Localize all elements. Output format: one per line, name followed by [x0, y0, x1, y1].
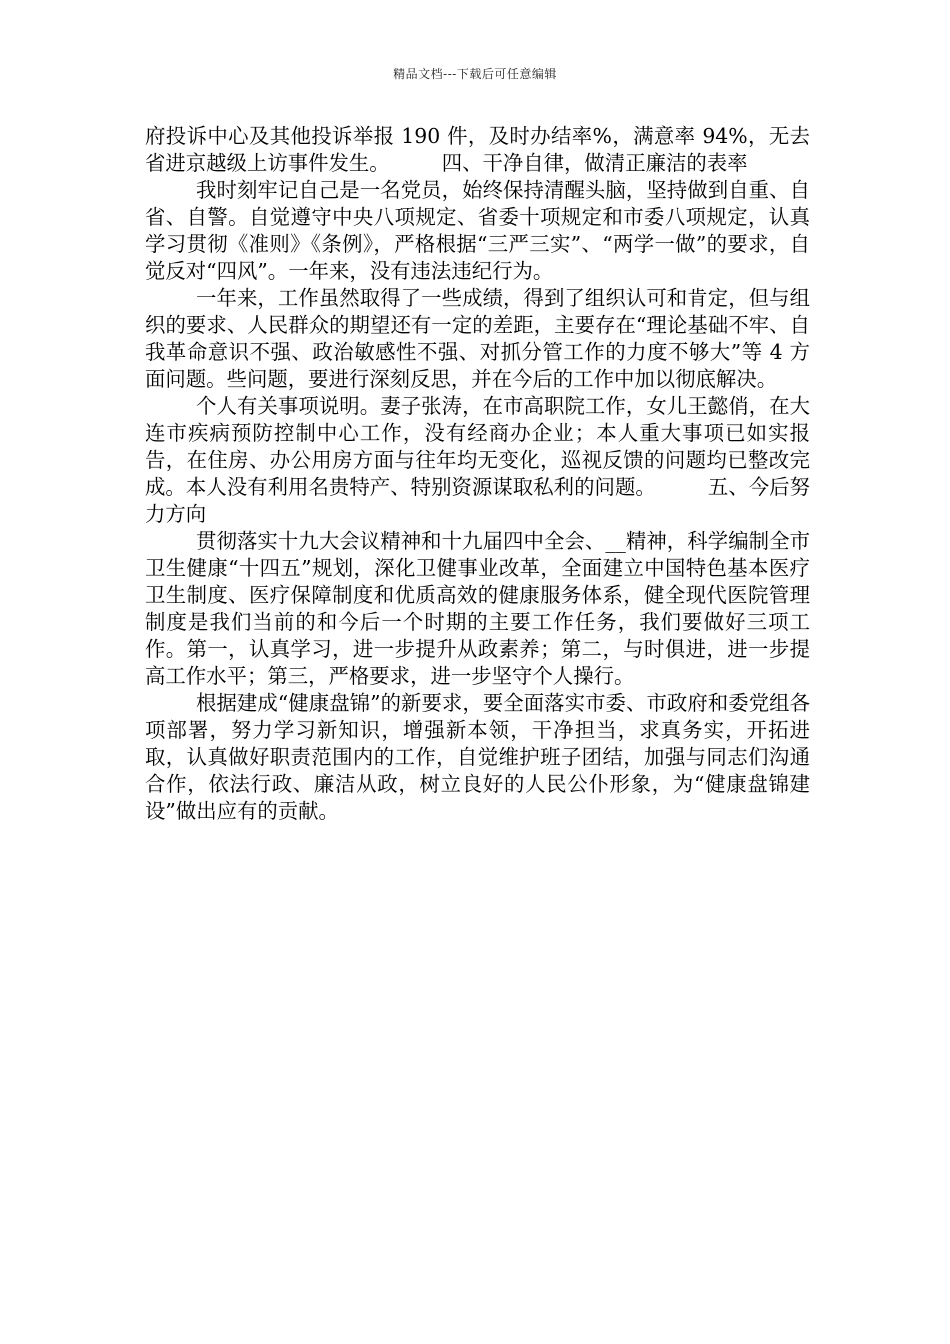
page-header: 精品文档---下载后可任意编辑 — [393, 67, 557, 81]
document-body — [145, 123, 810, 825]
paragraph-complaints-text: 府投诉中心及其他投诉举报 190 件，及时办结率%，满意率 94%，无去省进京越级上访事件发生。 — [145, 124, 810, 175]
section-heading-future: 五、今后努力方向 — [145, 475, 811, 526]
paragraph-work-tasks: 贯彻落实十九大会议精神和十九届四中全会、__精神，科学编制全市卫生健康“十四五”规划，深化卫健事业改革，全面建立中国特色基本医疗卫生制度、医疗保障制度和优质高效的健康服务体系，健全现代医院管理制度是我们当前的和今后一个时期的主要工作任务，我们要做好三项工作。第一，认真学习，进一步提升从政素养；第二，与时俱进，进一步提高工作水平；第三，严格要求，进一步坚守个人操行。 — [145, 529, 810, 688]
paragraph-new-requirements: 根据建成“健康盘锦”的新要求，要全面落实市委、市政府和委党组各项部署，努力学习新知识，增强新本领，干净担当，求真务实，开拓进取，认真做好职责范围内的工作，自觉维护班子团结，加强与同志们沟通合作，依法行政、廉洁从政，树立良好的人民公仆形象，为“健康盘锦建设”做出应有的贡献。 — [145, 691, 810, 823]
section-heading-integrity: 四、干净自律，做清正廉洁的表率 — [441, 151, 748, 175]
paragraph-party-member: 我时刻牢记自己是一名党员，始终保持清醒头脑，坚持做到自重、自省、自警。自觉遵守中央八项规定、省委十项规定和市委八项规定，认真学习贯彻《准则》《条例》，严格根据“三严三实”、“两学一做”的要求，自觉反对“四风”。一年来，没有违法违纪行为。 — [145, 178, 810, 283]
paragraph-personal-matters — [145, 393, 810, 528]
paragraph-complaints — [145, 123, 810, 177]
paragraph-shortcomings: 一年来，工作虽然取得了一些成绩，得到了组织认可和肯定，但与组织的要求、人民群众的期望还有一定的差距，主要存在“理论基础不牢、自我革命意识不强、政治敏感性不强、对抓分管工作的力度不够大”等 4 方面问题。些问题，要进行深刻反思，并在今后的工作中加以彻底解决。 — [145, 286, 810, 391]
paragraph-personal-matters-text: 个人有关事项说明。妻子张涛，在市高职院工作，女儿王懿俏，在大连市疾病预防控制中心工作，没有经商办企业；本人重大事项已如实报告，在住房、办公用房方面与往年均无变化，巡视反馈的问题均已整改完成。本人没有利用名贵特产、特别资源谋取私利的问题。 — [145, 394, 810, 499]
